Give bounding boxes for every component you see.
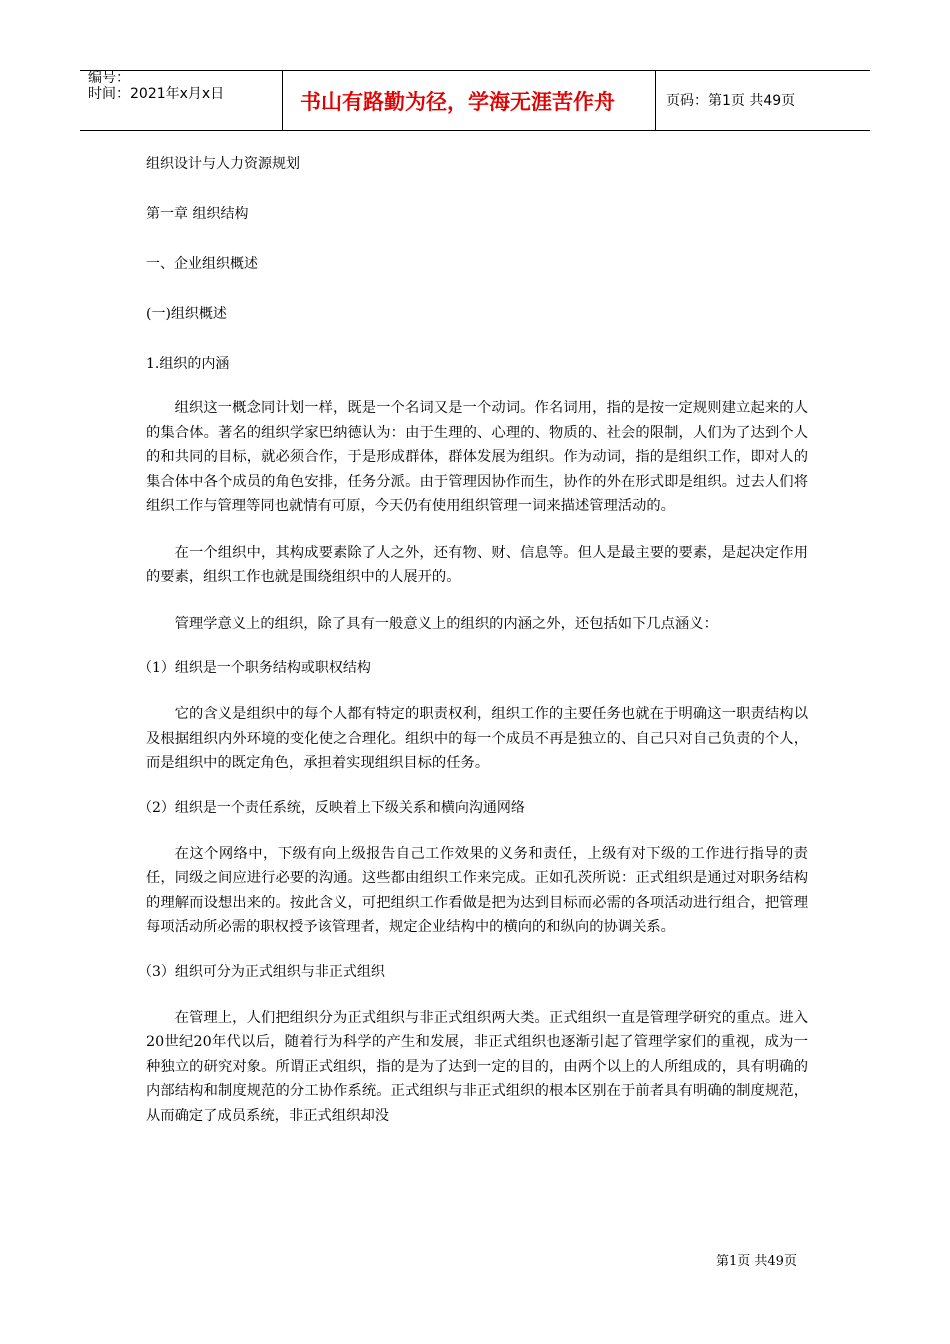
header-time: 时间：2021年x月x日	[88, 86, 225, 102]
subsection-heading: (一)组织概述	[146, 306, 227, 322]
paragraph: 组织这一概念同计划一样，既是一个名词又是一个动词。作名词用，指的是按一定规则建立起来的人的集合体。著名的组织学家巴纳德认为：由于生理的、心理的、物质的、社会的限制，人们为了达到个人的和共同的目标，就必须合作，于是形成群体，群体发展为组织。作为动词，指的是组织工作，即对人的集合体中各个成员的角色安排，任务分派。由于管理因协作而生，协作的外在形式即是组织。过去人们将组织工作与管理等同也就情有可原，今天仍有使用组织管理一词来描述管理活动的。	[146, 400, 808, 514]
document-body	[138, 154, 808, 1128]
point-heading: （3）组织可分为正式组织与非正式组织	[138, 963, 385, 980]
paragraph: 在这个网络中，下级有向上级报告自己工作效果的义务和责任，上级有对下级的工作进行指导的责任，同级之间应进行必要的沟通。这些都由组织工作来完成。正如孔茨所说：正式组织是通过对职务结构的理解而设想出来的。按此含义，可把组织工作看做是把为达到目标而必需的各项活动进行组合，把管理每项活动所必需的职权授予该管理者，规定企业结构中的横向的和纵向的协调关系。	[146, 845, 808, 935]
footer-page-number: 第1页 共49页	[716, 1254, 797, 1269]
point-heading: （2）组织是一个责任系统，反映着上下级关系和横向沟通网络	[138, 799, 525, 816]
paragraph: 它的含义是组织中的每个人都有特定的职责权利，组织工作的主要任务也就在于明确这一职责结构以及根据组织内外环境的变化使之合理化。组织中的每一个成员不再是独立的、自己只对自己负责的个人，而是组织中的既定角色，承担着实现组织目标的任务。	[146, 706, 808, 771]
point-heading: （1）组织是一个职务结构或职权结构	[138, 660, 371, 676]
document-title: 组织设计与人力资源规划	[146, 156, 300, 172]
header-number: 编号：	[88, 70, 130, 86]
paragraph: 在一个组织中，其构成要素除了人之外，还有物、财、信息等。但人是最主要的要素，是起决定作用的要素，组织工作也就是围绕组织中的人展开的。	[146, 544, 808, 585]
paragraph: 管理学意义上的组织，除了具有一般意义上的组织的内涵之外，还包括如下几点涵义：	[174, 615, 718, 632]
header-page-number: 页码：第1页 共49页	[666, 93, 796, 109]
paragraph: 在管理上，人们把组织分为正式组织与非正式组织两大类。正式组织一直是管理学研究的重点。进入20世纪20年代以后，随着行为科学的产生和发展，非正式组织也逐渐引起了管理学家们的重视，成为一种独立的研究对象。所谓正式组织，指的是为了达到一定的目的，由两个以上的人所组成的，具有明确的内部结构和制度规范的分工协作系统。正式组织与非正式组织的根本区别在于前者具有明确的制度规范，从而确定了成员系统，非正式组织却没	[146, 1009, 808, 1124]
header-divider-left	[282, 70, 283, 130]
section-heading: 一、企业组织概述	[146, 256, 258, 272]
header-motto: 书山有路勤为径，学海无涯苦作舟	[300, 90, 615, 114]
header-bottom-rule	[80, 130, 870, 131]
header-info	[88, 70, 278, 102]
item-heading: 1.组织的内涵	[146, 356, 230, 372]
header-divider-right	[655, 70, 656, 130]
chapter-heading: 第一章 组织结构	[146, 206, 249, 222]
